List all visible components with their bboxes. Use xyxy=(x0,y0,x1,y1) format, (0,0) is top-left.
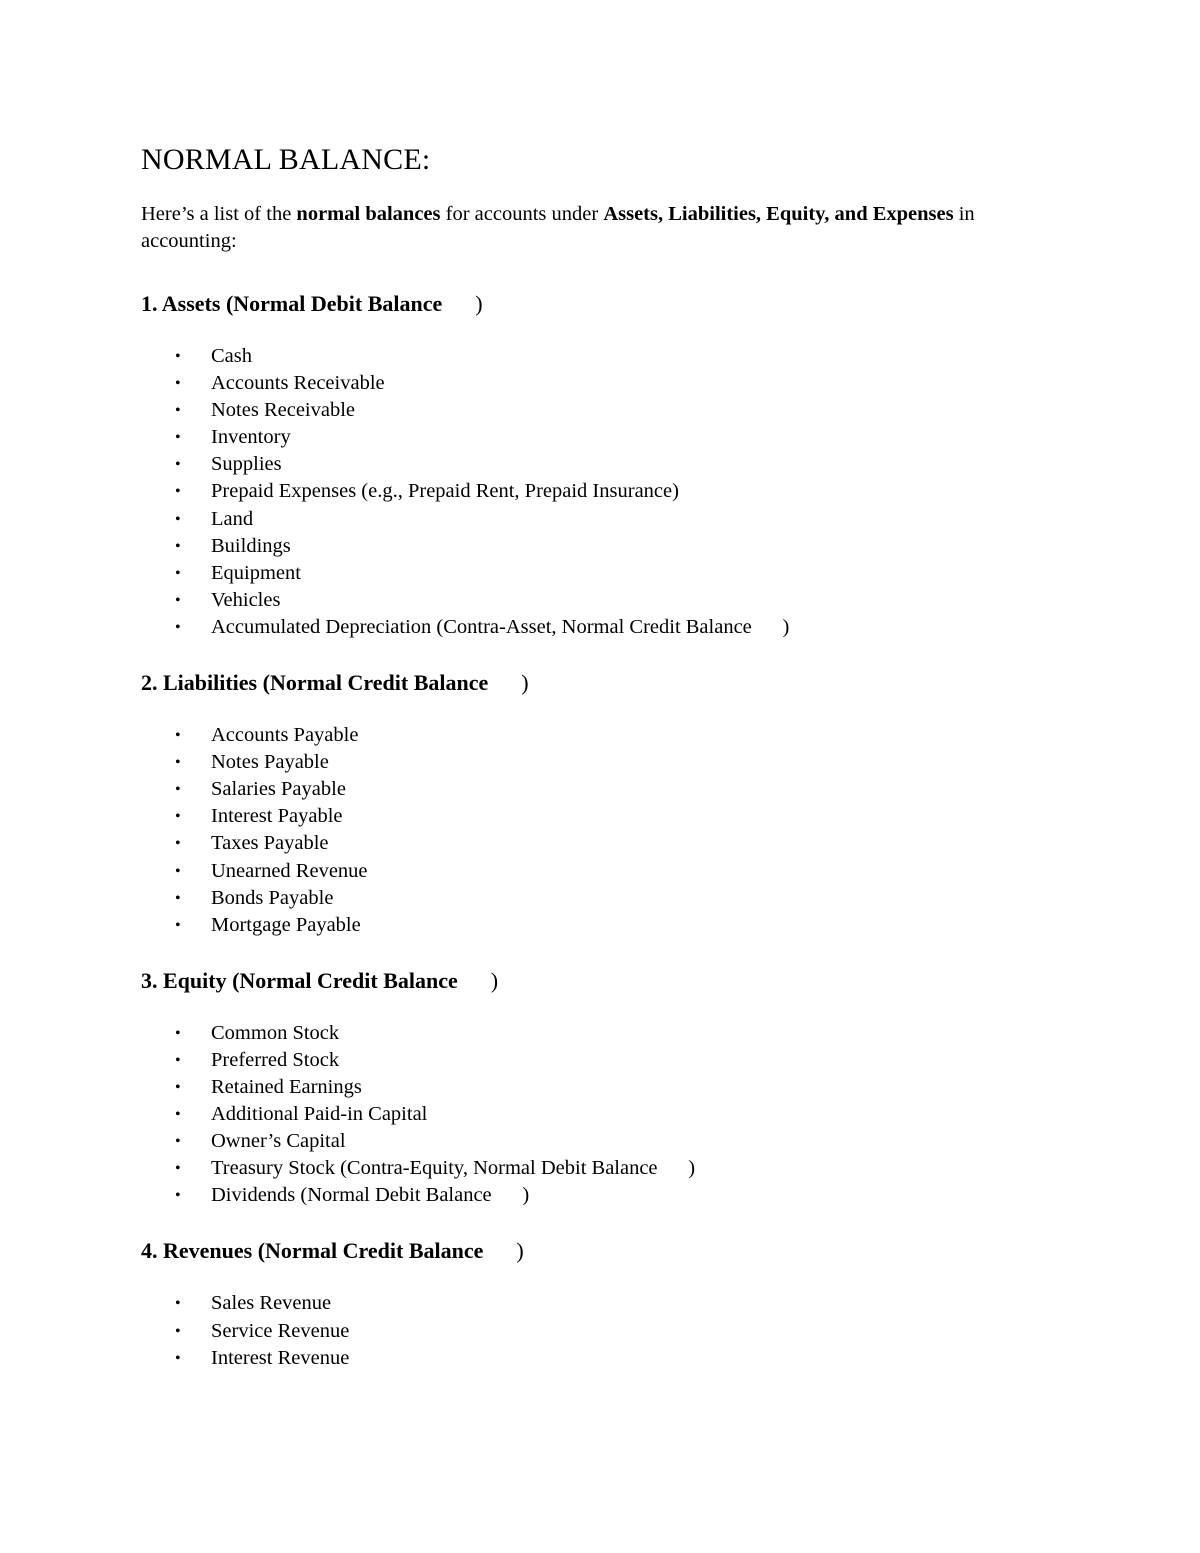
list-item-text: Preferred Stock xyxy=(211,1048,340,1071)
list-item-text: Supplies xyxy=(211,453,282,476)
section-heading-text: 4. Revenues (Normal Credit Balance xyxy=(141,1238,484,1264)
list-item xyxy=(141,1128,1041,1155)
bullet-icon: • xyxy=(175,537,181,555)
list-item xyxy=(141,533,1041,560)
bullet-icon: • xyxy=(175,510,181,528)
document-title: NORMAL BALANCE: xyxy=(141,143,431,176)
list-item xyxy=(141,1290,1041,1317)
bullet-icon: • xyxy=(175,375,181,393)
list-item xyxy=(141,830,1041,857)
list-item xyxy=(141,424,1041,451)
section-heading-close: ) xyxy=(488,670,529,696)
list-item-text: Additional Paid-in Capital xyxy=(211,1103,428,1126)
list-item-text: Mortgage Payable xyxy=(211,913,361,936)
list-item-text: Notes Receivable xyxy=(211,399,356,422)
bullet-icon: • xyxy=(175,727,181,745)
list-item xyxy=(141,885,1041,912)
list-item-text: Accumulated Depreciation (Contra-Asset, Normal Credit Balance ) xyxy=(211,615,790,638)
bullet-icon: • xyxy=(175,889,181,907)
list-item-text: Equipment xyxy=(211,561,301,584)
list-item-text: Owner’s Capital xyxy=(211,1130,346,1153)
section-heading-liabilities xyxy=(141,668,1041,698)
list-item-text: Buildings xyxy=(211,534,291,557)
bullet-icon: • xyxy=(175,862,181,880)
list-item-text: Sales Revenue xyxy=(211,1292,332,1315)
intro-bold-categories: Assets, Liabilities, Equity, and Expenses xyxy=(603,203,954,225)
bullet-icon: • xyxy=(175,591,181,609)
list-item xyxy=(141,506,1041,533)
intro-bold-normal-balances: normal balances xyxy=(296,203,441,225)
intro-text-1: Here’s a list of the xyxy=(141,203,297,225)
list-item-text: Dividends (Normal Debit Balance ) xyxy=(211,1184,530,1207)
list-item xyxy=(141,1318,1041,1345)
list-item-text: Interest Payable xyxy=(211,805,343,828)
list-item xyxy=(141,478,1041,505)
list-item xyxy=(141,451,1041,478)
list-item xyxy=(141,803,1041,830)
list-item xyxy=(141,722,1041,749)
list-item-text: Unearned Revenue xyxy=(211,859,368,882)
list-item-text: Prepaid Expenses (e.g., Prepaid Rent, Prepaid Insurance) xyxy=(211,480,679,503)
list-item-text: Land xyxy=(211,507,254,530)
list-item xyxy=(141,1020,1041,1047)
list-item-text: Salaries Payable xyxy=(211,778,346,801)
list-item-text: Service Revenue xyxy=(211,1319,350,1342)
list-item xyxy=(141,1155,1041,1182)
liabilities-list xyxy=(141,722,1041,939)
list-item-text: Inventory xyxy=(211,426,291,449)
bullet-icon: • xyxy=(175,1349,181,1367)
list-item xyxy=(141,370,1041,397)
list-item xyxy=(141,614,1041,641)
section-heading-equity xyxy=(141,966,1041,996)
list-item-text: Common Stock xyxy=(211,1021,340,1044)
bullet-icon: • xyxy=(175,1160,181,1178)
section-heading-text: 1. Assets (Normal Debit Balance xyxy=(141,291,443,316)
section-heading-text: 2. Liabilities (Normal Credit Balance xyxy=(141,670,489,696)
list-item xyxy=(141,343,1041,370)
list-item xyxy=(141,1182,1041,1209)
list-item xyxy=(141,858,1041,885)
intro-paragraph xyxy=(141,201,1001,255)
list-item xyxy=(141,749,1041,776)
bullet-icon: • xyxy=(175,1078,181,1096)
section-heading-revenues xyxy=(141,1236,1041,1266)
bullet-icon: • xyxy=(175,1322,181,1340)
bullet-icon: • xyxy=(175,1051,181,1069)
equity-list xyxy=(141,1020,1041,1210)
list-item-text: Interest Revenue xyxy=(211,1346,350,1369)
revenues-list xyxy=(141,1290,1041,1371)
list-item-text: Accounts Receivable xyxy=(211,372,385,395)
list-item-text: Treasury Stock (Contra-Equity, Normal Debit Balance ) xyxy=(211,1157,696,1180)
intro-text-2: for accounts under xyxy=(440,203,604,225)
bullet-icon: • xyxy=(175,1024,181,1042)
list-item xyxy=(141,1074,1041,1101)
list-item xyxy=(141,912,1041,939)
section-heading-assets xyxy=(141,289,1041,319)
list-item xyxy=(141,397,1041,424)
document-page xyxy=(141,138,1041,1372)
list-item xyxy=(141,587,1041,614)
section-heading-close: ) xyxy=(483,1238,524,1264)
section-heading-text: 3. Equity (Normal Credit Balance xyxy=(141,967,458,993)
bullet-icon: • xyxy=(175,402,181,420)
bullet-icon: • xyxy=(175,1106,181,1124)
list-item-text: Retained Earnings xyxy=(211,1075,362,1098)
bullet-icon: • xyxy=(175,1187,181,1205)
list-item-text: Bonds Payable xyxy=(211,886,334,909)
bullet-icon: • xyxy=(175,483,181,501)
bullet-icon: • xyxy=(175,808,181,826)
list-item xyxy=(141,776,1041,803)
bullet-icon: • xyxy=(175,1133,181,1151)
bullet-icon: • xyxy=(175,348,181,365)
list-item-text: Notes Payable xyxy=(211,751,329,774)
list-item-text: Cash xyxy=(211,345,252,367)
bullet-icon: • xyxy=(175,1295,181,1313)
list-item-text: Vehicles xyxy=(211,588,281,611)
bullet-icon: • xyxy=(175,835,181,853)
bullet-icon: • xyxy=(175,754,181,772)
bullet-icon: • xyxy=(175,429,181,447)
list-item xyxy=(141,1345,1041,1372)
list-item xyxy=(141,1101,1041,1128)
bullet-icon: • xyxy=(175,456,181,474)
list-item-text: Accounts Payable xyxy=(211,724,359,747)
list-item xyxy=(141,560,1041,587)
section-heading-close: ) xyxy=(442,291,483,316)
bullet-icon: • xyxy=(175,618,181,636)
bullet-icon: • xyxy=(175,564,181,582)
list-item xyxy=(141,1047,1041,1074)
bullet-icon: • xyxy=(175,916,181,934)
bullet-icon: • xyxy=(175,781,181,799)
assets-list xyxy=(141,343,1041,641)
intro-text-3: in accounting: xyxy=(141,203,975,252)
section-heading-close: ) xyxy=(457,967,499,993)
list-item-text: Taxes Payable xyxy=(211,832,329,855)
